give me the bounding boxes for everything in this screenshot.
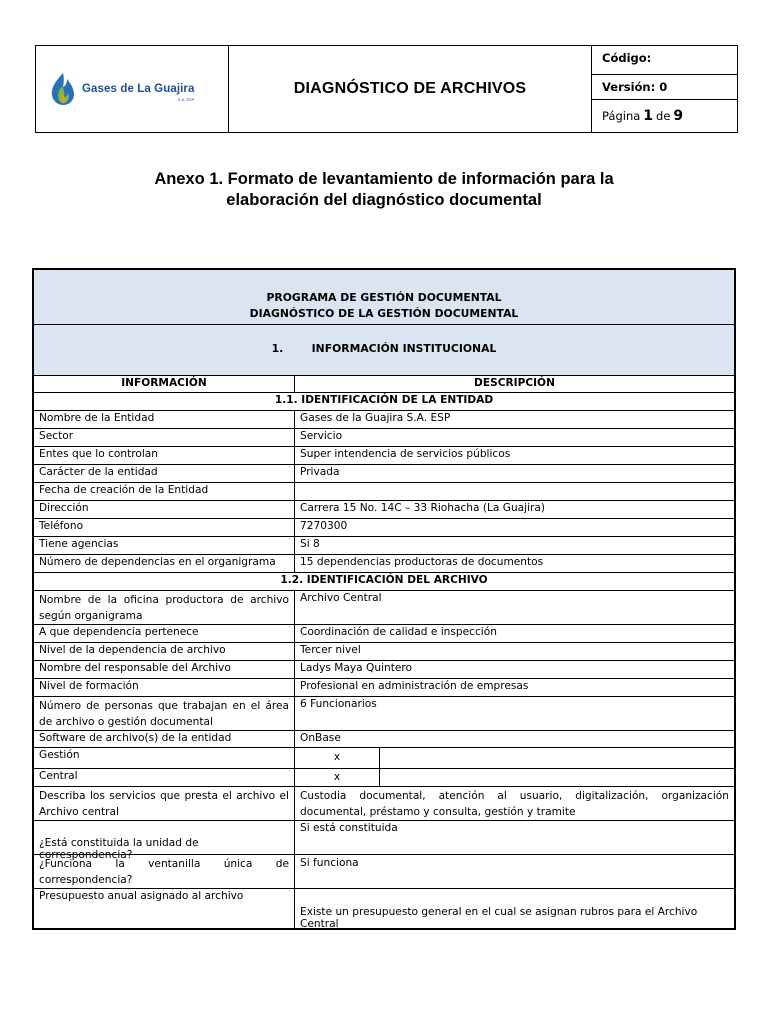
row-label	[34, 855, 295, 888]
row-label: Entes que lo controlan	[34, 447, 295, 464]
row-label: Software de archivo(s) de la entidad	[34, 731, 295, 747]
table-row	[34, 855, 734, 889]
program-band	[34, 270, 734, 325]
row-value: OnBase	[300, 732, 341, 744]
page-prefix: Página	[602, 109, 641, 123]
row-value: Servicio	[300, 430, 343, 442]
table-row	[34, 483, 734, 501]
table-row	[34, 889, 734, 930]
table-row	[34, 697, 734, 731]
gestion-empty-cell	[380, 748, 734, 768]
archive-rows	[34, 625, 734, 697]
row-label: A que dependencia pertenece	[34, 625, 295, 642]
document-header	[35, 45, 738, 133]
row-label: Nivel de formación	[34, 679, 295, 696]
table-row	[34, 679, 734, 697]
table-row	[34, 625, 734, 643]
code-field: Código:	[592, 46, 737, 75]
version-field: Versión: 0	[592, 75, 737, 100]
central-empty-cell	[380, 769, 734, 786]
row-value: Si está constituida	[300, 822, 398, 834]
row-label: Carácter de la entidad	[34, 465, 295, 482]
row-value: Profesional en administración de empresas	[300, 680, 529, 692]
table-row	[34, 519, 734, 537]
row-value: Archivo Central	[300, 592, 382, 604]
table-row	[34, 537, 734, 555]
row-label: Tiene agencias	[34, 537, 295, 554]
section-number: 1.	[271, 342, 284, 355]
table-row	[34, 429, 734, 447]
row-label: ¿Está constituida la unidad de correspondencia?	[34, 821, 295, 854]
row-label: Nombre de la oficina productora de archivo según organigrama	[34, 591, 295, 624]
row-value: Custodia documental, atención al usuario, digitalización, organización documental, préstamo y consulta, gestión y tramite	[300, 790, 729, 818]
annex-title	[0, 169, 768, 211]
page-indicator	[592, 100, 737, 132]
row-label: Nivel de la dependencia de archivo	[34, 643, 295, 660]
row-label: Dirección	[34, 501, 295, 518]
document-title: DIAGNÓSTICO DE ARCHIVOS	[229, 46, 592, 132]
window-label-line-2: correspondencia?	[39, 874, 133, 886]
document-meta	[592, 46, 737, 132]
subsection-archive-title: 1.2. IDENTIFICACIÓN DEL ARCHIVO	[34, 573, 734, 591]
row-label: Número de dependencias en el organigrama	[34, 555, 295, 572]
row-label: Gestión	[34, 748, 295, 768]
table-row	[34, 591, 734, 625]
company-logo	[36, 46, 229, 132]
row-value: Ladys Maya Quintero	[300, 662, 413, 674]
table-row	[34, 501, 734, 519]
table-row	[34, 821, 734, 861]
gestion-mark: x	[295, 748, 380, 768]
central-mark: x	[295, 769, 380, 786]
annex-title-line-2: elaboración del diagnóstico documental	[226, 191, 542, 209]
table-row	[34, 465, 734, 483]
table-row	[34, 731, 734, 748]
table-row	[34, 661, 734, 679]
page-total: 9	[673, 108, 684, 124]
flame-logo-icon	[50, 72, 76, 106]
table-row	[34, 447, 734, 465]
page-current: 1	[643, 108, 654, 124]
column-header-row	[34, 376, 734, 393]
row-value: Carrera 15 No. 14C – 33 Riohacha (La Guajira)	[300, 502, 546, 514]
row-label: Teléfono	[34, 519, 295, 536]
row-value: 6 Funcionarios	[300, 698, 377, 710]
table-row	[34, 555, 734, 573]
row-label: Nombre de la Entidad	[34, 411, 295, 428]
row-label: Presupuesto anual asignado al archivo	[34, 889, 295, 930]
annex-title-line-1: Anexo 1. Formato de levantamiento de información para la	[154, 170, 614, 188]
row-label: Fecha de creación de la Entidad	[34, 483, 295, 500]
row-value: Existe un presupuesto general en el cual se asignan rubros para el Archivo Central	[300, 906, 698, 930]
row-value: Coordinación de calidad e inspección	[300, 626, 497, 638]
page-separator: de	[656, 109, 671, 123]
column-header-information: INFORMACIÓN	[34, 376, 295, 392]
row-value: 15 dependencias productoras de documentos	[300, 556, 544, 568]
column-header-description: DESCRIPCIÓN	[474, 377, 555, 389]
row-value: Super intendencia de servicios públicos	[300, 448, 511, 460]
program-subtitle: DIAGNÓSTICO DE LA GESTIÓN DOCUMENTAL	[249, 307, 519, 320]
row-label: Sector	[34, 429, 295, 446]
section-heading	[34, 325, 734, 376]
row-value: Gases de la Guajira S.A. ESP	[300, 412, 451, 424]
table-row	[34, 643, 734, 661]
row-value	[295, 483, 734, 500]
row-value: Tercer nivel	[300, 644, 361, 656]
row-label: Central	[34, 769, 295, 786]
row-value: Si funciona	[300, 857, 359, 869]
section-title: INFORMACIÓN INSTITUCIONAL	[311, 342, 497, 355]
entity-rows	[34, 411, 734, 573]
window-label-line-1: ¿Funciona la ventanilla única de	[39, 858, 289, 870]
row-label: Describa los servicios que presta el archivo el Archivo central	[34, 787, 295, 820]
row-label: Nombre del responsable del Archivo	[34, 661, 295, 678]
logo-subtitle: S.A. ESP	[177, 97, 195, 102]
row-label: Número de personas que trabajan en el área de archivo o gestión documental	[34, 697, 295, 730]
table-row-central	[34, 769, 734, 787]
table-row-gestion	[34, 748, 734, 769]
table-row	[34, 787, 734, 821]
subsection-entity-title: 1.1. IDENTIFICACIÓN DE LA ENTIDAD	[34, 393, 734, 411]
table-row	[34, 411, 734, 429]
diagnostic-table	[32, 268, 736, 930]
program-title: PROGRAMA DE GESTIÓN DOCUMENTAL	[266, 291, 502, 304]
row-value: Si 8	[300, 538, 320, 550]
row-value: 7270300	[300, 520, 348, 532]
row-value: Privada	[300, 466, 340, 478]
logo-wordmark: Gases de La Guajira	[82, 83, 195, 95]
